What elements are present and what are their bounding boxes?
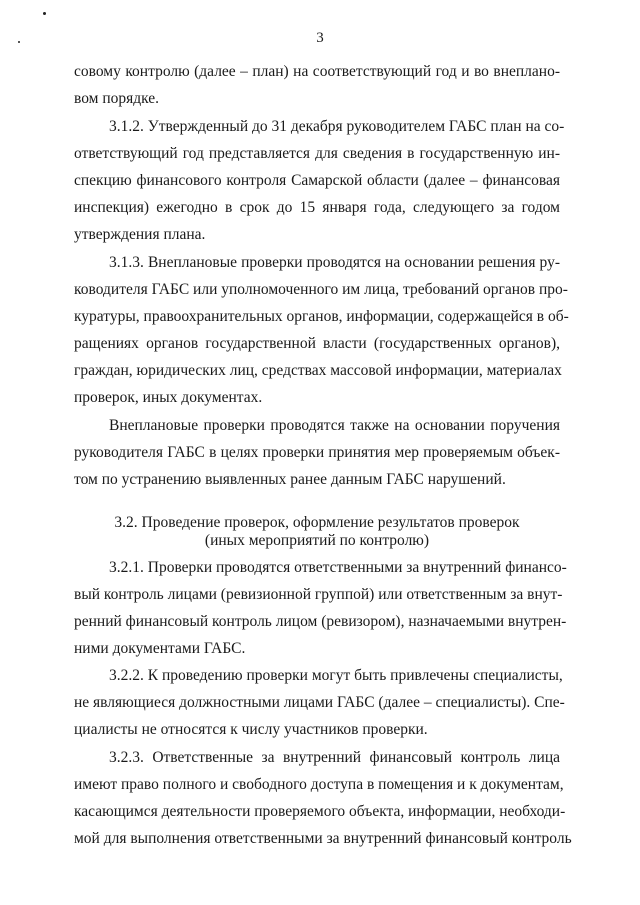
paragraph-line: том по устранению выявленных ранее данным ГАБС нарушений. — [74, 471, 506, 488]
paragraph-line: руководителя ГАБС в целях проверки принятия мер проверяемым объек- — [74, 444, 560, 461]
paragraph-line: ренний финансовый контроль лицом (ревизором), назначаемыми внутрен- — [74, 613, 567, 630]
paragraph-line: вый контроль лицами (ревизионной группой) или ответственным за внут- — [74, 586, 563, 603]
paragraph-line: 3.2.1. Проверки проводятся ответственными за внутренний финансо- — [109, 559, 567, 576]
section-heading: (иных мероприятий по контролю) — [204, 532, 430, 549]
paragraph-line: 3.1.3. Внеплановые проверки проводятся на основании решения ру- — [109, 254, 560, 271]
paragraph-line: спекцию финансового контроля Самарской области (далее – финансовая — [74, 172, 560, 189]
paragraph-line: вом порядке. — [74, 90, 160, 107]
section-heading: 3.2. Проведение проверок, оформление результатов проверок — [114, 514, 520, 531]
paragraph-line: проверок, иных документах. — [74, 389, 263, 406]
paragraph-line: совому контролю (далее – план) на соответствующий год и во внеплано- — [74, 63, 560, 80]
paragraph-line: 3.2.2. К проведению проверки могут быть привлечены специалисты, — [109, 667, 563, 684]
paragraph-line: мой для выполнения ответственными за внутренний финансовый контроль — [74, 830, 572, 847]
paragraph-line: 3.1.2. Утвержденный до 31 декабря руководителем ГАБС план на со- — [109, 118, 565, 135]
paragraph-line: ответствующий год представляется для сведения в государственную ин- — [74, 145, 560, 162]
paragraph-line: имеют право полного и свободного доступа в помещения и к документам, — [74, 776, 564, 793]
paragraph-line: куратуры, правоохранительных органов, информации, содержащейся в об- — [74, 308, 569, 325]
paragraph-line: граждан, юридических лиц, средствах массовой информации, материалах — [74, 362, 562, 379]
scan-speck — [43, 12, 46, 15]
page-number: 3 — [316, 30, 324, 46]
paragraph-line: не являющиеся должностными лицами ГАБС (далее – специалисты). Спе- — [74, 694, 565, 711]
paragraph-line: инспекция) ежегодно в срок до 15 января года, следующего за годом — [74, 199, 560, 216]
paragraph-line: ращениях органов государственной власти (государственных органов), — [74, 335, 560, 352]
paragraph-line: Внеплановые проверки проводятся также на основании поручения — [109, 417, 560, 434]
paragraph-line: утверждения плана. — [74, 226, 206, 243]
paragraph-line: 3.2.3. Ответственные за внутренний финансовый контроль лица — [109, 749, 560, 766]
paragraph-line: ководителя ГАБС или уполномоченного им лица, требований органов про- — [74, 281, 568, 298]
paragraph-line: касающимся деятельности проверяемого объекта, информации, необходи- — [74, 803, 566, 820]
paragraph-line: циалисты не относятся к числу участников проверки. — [74, 721, 428, 738]
paragraph-line: ними документами ГАБС. — [74, 640, 246, 657]
